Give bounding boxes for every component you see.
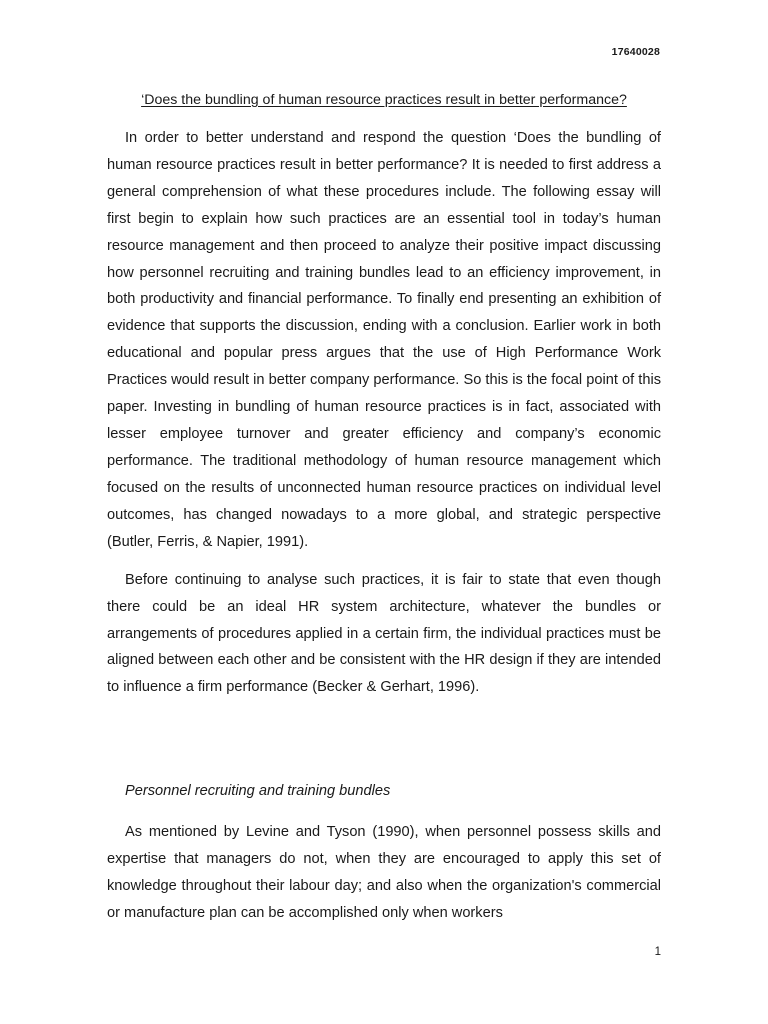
section-heading: Personnel recruiting and training bundles [125, 783, 391, 799]
paragraph-text: As mentioned by Levine and Tyson (1990), when personnel possess skills and expertise that managers do not, when they are encouraged to apply this set of knowledge throughout their labour day; and also when the organization's commercial or manufacture plan can be accomplished only when workers [107, 824, 661, 921]
paragraph-introduction [107, 125, 661, 556]
document-id: 17640028 [611, 46, 660, 58]
page-number: 1 [654, 946, 661, 958]
paragraph-text: Before continuing to analyse such practices, it is fair to state that even though there could be an ideal HR system architecture, whatever the bundles or arrangements of procedures applied in a certain firm, the individual practices must be aligned between each other and be consistent with the HR design if they are intended to influence a firm performance (Becker & Gerhart, 1996). [107, 572, 661, 696]
paragraph-hr-alignment [107, 567, 661, 701]
essay-title: ‘Does the bundling of human resource practices result in better performance? [141, 92, 627, 108]
paragraph-text: In order to better understand and respond the question ‘Does the bundling of human resource practices result in better performance? It is needed to first address a general comprehension of what these procedures include. The following essay will first begin to explain how such practices are an essential tool in today’s human resource management and then proceed to analyze their positive impact discussing how personnel recruiting and training bundles lead to an efficiency improvement, in both productivity and financial performance. To finally end presenting an exhibition of evidence that supports the discussion, ending with a conclusion. Earlier work in both educational and popular press argues that the use of High Performance Work Practices would result in better company performance. So this is the focal point of this paper. Investing in bundling of human resource practices is in fact, associated with lesser employee turnover and greater efficiency and company’s economic performance. The traditional methodology of human resource management which focused on the results of unconnected human resource practices on individual level outcomes, has changed nowadays to a more global, and strategic perspective (Butler, Ferris, & Napier, 1991). [107, 130, 661, 550]
paragraph-levine-tyson [107, 819, 661, 927]
